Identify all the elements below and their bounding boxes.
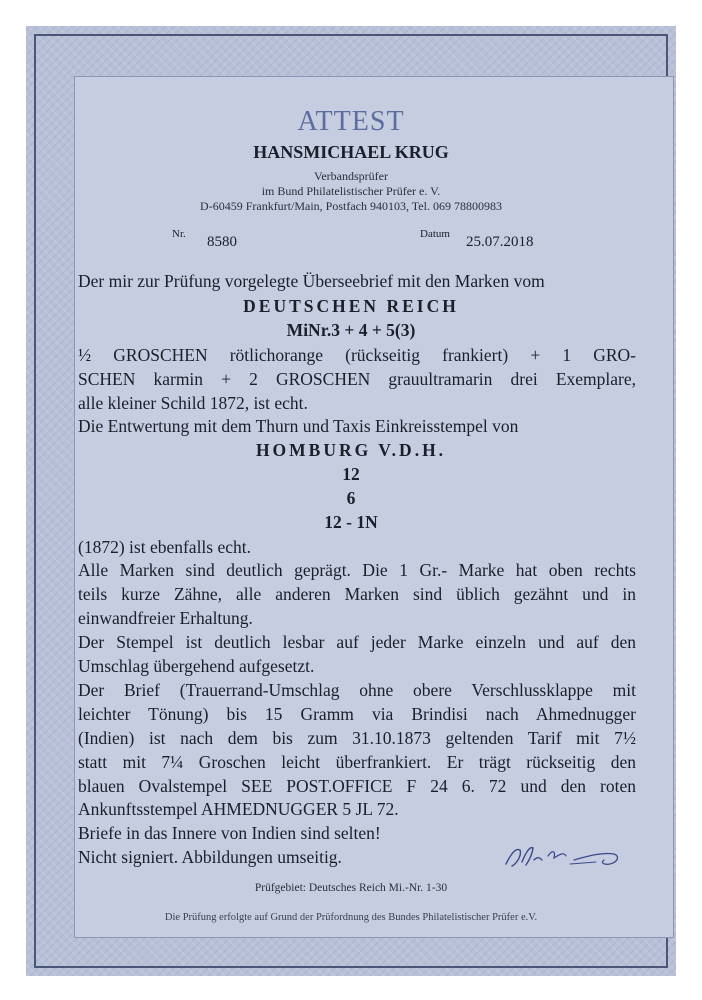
paragraph-line: leichter Tönung) bis 15 Gramm via Brindisi nach Ahmednugger	[78, 704, 636, 724]
certificate-title: ATTEST	[297, 106, 405, 137]
stamps-desc-line: ½ GROSCHEN rötlichorange (rückseitig frankiert) + 1 GRO-	[78, 345, 636, 365]
certificate-number: 8580	[207, 234, 237, 250]
paragraph-line: blauen Ovalstempel SEE POST.OFFICE F 24 6. 72 und den roten	[78, 776, 636, 796]
certificate-date: 25.07.2018	[466, 234, 534, 250]
examiner-role: Verbandsprüfer	[314, 169, 388, 183]
date-label: Datum	[420, 228, 450, 240]
paragraph-line: Briefe in das Innere von Indien sind selten!	[78, 823, 381, 843]
examination-scope: Prüfgebiet: Deutsches Reich Mi.-Nr. 1-30	[254, 882, 448, 894]
paragraph-line: Alle Marken sind deutlich geprägt. Die 1 Gr.- Marke hat oben rechts	[78, 560, 636, 580]
paragraph-line: (1872) ist ebenfalls echt.	[78, 537, 252, 557]
cancel-day: 12	[342, 464, 360, 484]
paragraph-line: (Indien) ist nach dem bis zum 31.10.1873 geltenden Tarif mit 7½	[78, 728, 636, 748]
cancel-place: HOMBURG V.D.H.	[255, 440, 447, 460]
paragraph-line: Der Brief (Trauerrand-Umschlag ohne obere Verschlussklappe mit	[78, 680, 636, 700]
paragraph-line: Umschlag übergehend aufgesetzt.	[78, 656, 315, 676]
paragraph-line: Nicht signiert. Abbildungen umseitig.	[78, 847, 342, 867]
stamps-desc-line: alle kleiner Schild 1872, ist echt.	[78, 393, 308, 413]
cancel-month: 6	[346, 488, 356, 508]
association-line: im Bund Philatelistischer Prüfer e. V.	[261, 184, 441, 198]
issuer-heading: DEUTSCHEN REICH	[243, 296, 459, 316]
examination-basis: Die Prüfung erfolgte auf Grund der Prüfordnung des Bundes Philatelistischer Prüfer e.V.	[164, 912, 538, 923]
number-label: Nr.	[172, 228, 186, 240]
paragraph-line: teils kurze Zähne, alle anderen Marken sind üblich gezähnt und in	[78, 584, 636, 604]
address-line: D-60459 Frankfurt/Main, Postfach 940103, Tel. 069 78800983	[200, 199, 502, 213]
stamps-desc-line: SCHEN karmin + 2 GROSCHEN grauultramarin drei Exemplare,	[78, 369, 636, 389]
paragraph-line: Der Stempel ist deutlich lesbar auf jeder Marke einzeln und auf den	[78, 632, 636, 652]
paragraph-line: statt mit 7¼ Groschen leicht überfrankiert. Er trägt rückseitig den	[78, 752, 636, 772]
intro-text: Der mir zur Prüfung vorgelegte Überseebrief mit den Marken vom	[78, 271, 545, 291]
cancel-time: 12 - 1N	[324, 512, 378, 532]
paragraph-line: einwandfreier Erhaltung.	[78, 608, 253, 628]
catalog-numbers: MiNr.3 + 4 + 5(3)	[286, 320, 416, 340]
paragraph-line: Ankunftsstempel AHMEDNUGGER 5 JL 72.	[78, 799, 399, 819]
cancel-intro: Die Entwertung mit dem Thurn und Taxis Einkreisstempel von	[78, 416, 519, 436]
examiner-name: HANSMICHAEL KRUG	[253, 142, 449, 162]
handwritten-signature	[500, 838, 630, 872]
